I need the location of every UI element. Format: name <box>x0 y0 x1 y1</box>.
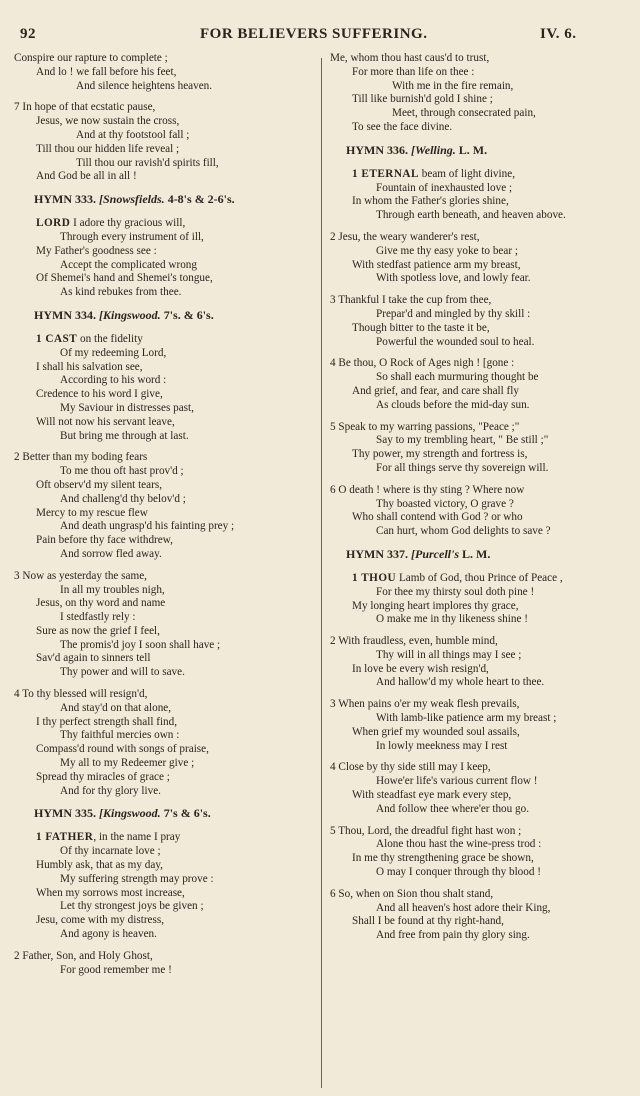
hymn-tune: [Kingswood. <box>99 806 161 821</box>
verse-line: Credence to his word I give, <box>36 388 163 401</box>
verse-line: So shall each murmuring thought be <box>376 371 539 384</box>
stanza <box>14 451 322 561</box>
verse-line: 7 In hope of that ecstatic pause, <box>14 101 156 114</box>
verse-text: I adore thy gracious will, <box>70 217 186 230</box>
verse-line: 3 Now as yesterday the same, <box>14 569 147 582</box>
verse-line: Conspire our rapture to complete ; <box>14 52 168 64</box>
stanza <box>330 357 630 412</box>
verse-line: And all heaven's host adore their King, <box>376 901 551 914</box>
verse-line: With spotless love, and lowly fear. <box>376 272 531 285</box>
hymn-meter: 7's. & 6's. <box>163 307 214 322</box>
verse-line: Through earth beneath, and heaven above. <box>376 209 566 222</box>
verse-text: , in the name I pray <box>93 831 181 844</box>
verse-line: O make me in thy likeness shine ! <box>376 613 528 626</box>
hymn-tune: [Snowsfields. <box>99 192 165 207</box>
verse-line: In whom the Father's glories shine, <box>352 195 509 208</box>
hymn-number: HYMN 337. <box>346 546 408 561</box>
verse-line: Thy faithful mercies own : <box>60 729 180 742</box>
stanza <box>330 888 630 943</box>
verse-line: When my sorrows most increase, <box>36 886 185 899</box>
verse-line: 6 So, when on Sion thou shalt stand, <box>330 887 494 900</box>
verse-line: With me in the fire remain, <box>392 79 514 92</box>
verse-line: To see the face divine. <box>352 120 453 133</box>
right-column <box>330 52 630 951</box>
verse-line: But bring me through at last. <box>60 429 189 442</box>
stanza <box>14 570 322 680</box>
stanza <box>330 294 630 349</box>
verse-line: 2 Jesu, the weary wanderer's rest, <box>330 230 480 243</box>
verse-line: Sav'd again to sinners tell <box>36 652 151 665</box>
verse-line: To me thou oft hast prov'd ; <box>60 465 184 478</box>
stanza <box>330 421 630 476</box>
verse-line: According to his word : <box>60 374 167 387</box>
verse-line: Till thou our ravish'd spirits fill, <box>76 156 219 169</box>
verse-line: Through every instrument of ill, <box>60 230 204 243</box>
verse-line: With stedfast patience arm my breast, <box>352 258 521 271</box>
hymn-tune: [Welling. <box>411 142 456 157</box>
verse-line: And silence heightens heaven. <box>76 79 213 92</box>
verse-line: Pain before thy face withdrew, <box>36 534 173 547</box>
verse-line: Meet, through consecrated pain, <box>392 107 536 120</box>
stanza-first-word: 1 FATHER <box>36 831 94 844</box>
verse-line: 3 Thankful I take the cup from thee, <box>330 294 492 307</box>
verse-line: Jesus, we now sustain the cross, <box>36 115 180 128</box>
stanza-first-word: 1 CAST <box>36 332 78 345</box>
verse-line: Thy power and will to save. <box>60 666 185 679</box>
stanza <box>330 484 630 539</box>
verse-line: And agony is heaven. <box>60 928 157 941</box>
hymn-meter: 4-8's & 2-6's. <box>167 192 235 207</box>
verse-line: For all things serve thy sovereign will. <box>376 461 549 474</box>
hymn-heading <box>14 806 322 821</box>
verse-line: And grief, and fear, and care shall fly <box>352 384 519 397</box>
verse-line: 5 Thou, Lord, the dreadful fight hast won ; <box>330 824 522 837</box>
verse-text: beam of light divine, <box>418 167 515 180</box>
verse-line: I stedfastly rely : <box>60 611 136 624</box>
stanza <box>330 572 630 627</box>
hymn-heading <box>14 192 322 207</box>
verse-line: 3 When pains o'er my weak flesh prevails, <box>330 698 520 711</box>
verse-line: Say to my trembling heart, " Be still ;" <box>376 434 549 447</box>
verse-line: And sorrow fled away. <box>60 547 162 560</box>
hymn-meter: 7's & 6's. <box>163 806 211 821</box>
verse-line: Will not now his servant leave, <box>36 415 175 428</box>
verse-line: 4 Be thou, O Rock of Ages nigh ! [gone : <box>330 357 515 370</box>
verse-line: Though bitter to the taste it be, <box>352 321 490 334</box>
stanza <box>14 950 322 978</box>
stanza <box>330 635 630 690</box>
verse-line: In all my troubles nigh, <box>60 583 165 596</box>
verse-text: Lamb of God, thou Prince of Peace , <box>396 571 563 584</box>
verse-line: My suffering strength may prove : <box>60 872 214 885</box>
hymn-tune: [Purcell's <box>411 546 459 561</box>
verse-line: 5 Speak to my warring passions, "Peace ;" <box>330 420 520 433</box>
stanza-first-word: 1 ETERNAL <box>352 167 419 180</box>
verse-line: 4 Close by thy side still may I keep, <box>330 761 491 774</box>
stanza <box>330 698 630 753</box>
stanza <box>14 52 322 93</box>
verse-line: For good remember me ! <box>60 963 172 976</box>
verse-line: Thy will in all things may I see ; <box>376 648 522 661</box>
left-column <box>14 52 322 985</box>
verse-line: As kind rebukes from thee. <box>60 286 182 299</box>
verse-line: And challeng'd thy belov'd ; <box>60 492 186 505</box>
verse-line: My longing heart implores thy grace, <box>352 599 519 612</box>
verse-line <box>330 168 630 182</box>
verse-line: With steadfast eye mark every step, <box>352 789 512 802</box>
verse-line: I shall his salvation see, <box>36 360 143 373</box>
verse-line: In lowly meekness may I rest <box>376 739 508 752</box>
verse-line: Spread thy miracles of grace ; <box>36 770 170 783</box>
verse-line <box>14 333 322 347</box>
stanza <box>330 168 630 223</box>
page-number: 92 <box>20 26 36 42</box>
stanza <box>14 831 322 941</box>
verse-line: Compass'd round with songs of praise, <box>36 743 209 756</box>
verse-line: As clouds before the mid-day sun. <box>376 398 530 411</box>
stanza <box>14 101 322 184</box>
verse-line: Of thy incarnate love ; <box>60 845 161 858</box>
verse-line: And death ungrasp'd his fainting prey ; <box>60 520 235 533</box>
verse-line: Shall I be found at thy right-hand, <box>352 915 504 928</box>
running-header <box>0 26 640 48</box>
hymn-meter: L. M. <box>458 142 488 157</box>
verse-line: 2 Better than my boding fears <box>14 451 148 464</box>
verse-line: Can hurt, whom God delights to save ? <box>376 525 551 538</box>
hymn-number: HYMN 334. <box>34 307 96 322</box>
verse-line: And God be all in all ! <box>36 170 137 183</box>
stanza <box>14 217 322 300</box>
verse-line: In me thy strengthening grace be shown, <box>352 852 534 865</box>
verse-line: Prepar'd and mingled by thy skill : <box>376 307 531 320</box>
verse-line: Accept the complicated wrong <box>60 258 197 271</box>
stanza-first-word: LORD <box>36 217 71 230</box>
verse-line: And hallow'd my whole heart to thee. <box>376 676 545 689</box>
verse-line: In love be every wish resign'd, <box>352 662 489 675</box>
verse-line: Of Shemei's hand and Shemei's tongue, <box>36 272 213 285</box>
verse-line: The promis'd joy I soon shall have ; <box>60 638 221 651</box>
verse-line: Fountain of inexhausted love ; <box>376 181 513 194</box>
verse-line: When grief my wounded soul assails, <box>352 725 520 738</box>
verse-line: Till like burnish'd gold I shine ; <box>352 93 493 106</box>
hymn-tune: [Kingswood. <box>99 307 161 322</box>
verse-line: My all to my Redeemer give ; <box>60 757 195 770</box>
verse-line: And at thy footstool fall ; <box>76 128 190 141</box>
hymn-heading <box>330 547 630 562</box>
verse-line: 4 To thy blessed will resign'd, <box>14 688 148 701</box>
verse-line: Howe'er life's various current flow ! <box>376 775 538 788</box>
verse-line: O may I conquer through thy blood ! <box>376 866 541 879</box>
verse-line: And free from pain thy glory sing. <box>376 929 530 942</box>
section-number: IV. 6. <box>540 26 577 42</box>
verse-line: Jesu, come with my distress, <box>36 914 165 927</box>
verse-line: And follow thee where'er thou go. <box>376 802 530 815</box>
verse-line: Till thou our hidden life reveal ; <box>36 142 180 155</box>
stanza <box>330 825 630 880</box>
verse-line: My Father's goodness see : <box>36 244 157 257</box>
verse-line: Jesus, on thy word and name <box>36 597 166 610</box>
hymn-number: HYMN 335. <box>34 806 96 821</box>
verse-line: And lo ! we fall before his feet, <box>36 65 177 78</box>
verse-line: Humbly ask, that as my day, <box>36 859 163 872</box>
hymn-number: HYMN 333. <box>34 192 96 207</box>
verse-line: 6 O death ! where is thy sting ? Where now <box>330 483 525 496</box>
verse-line <box>330 572 630 586</box>
verse-line: Me, whom thou hast caus'd to trust, <box>330 52 490 64</box>
verse-line: I thy perfect strength shall find, <box>36 715 178 728</box>
verse-line: 2 With fraudless, even, humble mind, <box>330 635 498 648</box>
verse-line: My Saviour in distresses past, <box>60 401 194 414</box>
stanza <box>330 761 630 816</box>
verse-line: Alone thou hast the wine-press trod : <box>376 838 542 851</box>
verse-line: Thy power, my strength and fortress is, <box>352 448 528 461</box>
hymn-heading <box>330 143 630 158</box>
stanza <box>14 333 322 443</box>
hymn-heading <box>14 308 322 323</box>
hymn-number: HYMN 336. <box>346 142 408 157</box>
stanza-first-word: 1 THOU <box>352 571 397 584</box>
verse-line: Thy boasted victory, O grave ? <box>376 497 514 510</box>
verse-line: Let thy strongest joys be given ; <box>60 900 204 913</box>
verse-line <box>14 831 322 845</box>
verse-line: Mercy to my rescue flew <box>36 506 148 519</box>
verse-line: And stay'd on that alone, <box>60 701 172 714</box>
stanza <box>330 52 630 135</box>
verse-line: Who shall contend with God ? or who <box>352 511 523 524</box>
verse-line: Oft observ'd my silent tears, <box>36 478 162 491</box>
hymn-meter: L. M. <box>462 546 491 561</box>
stanza <box>14 688 322 798</box>
verse-line: Of my redeeming Lord, <box>60 346 167 359</box>
page-title: FOR BELIEVERS SUFFERING. <box>200 26 428 42</box>
verse-line: Give me thy easy yoke to bear ; <box>376 244 518 257</box>
verse-line: 2 Father, Son, and Holy Ghost, <box>14 949 153 962</box>
verse-line: And for thy glory live. <box>60 784 161 797</box>
verse-line: For thee my thirsty soul doth pine ! <box>376 585 535 598</box>
verse-line: With lamb-like patience arm my breast ; <box>376 712 557 725</box>
verse-line <box>14 217 322 231</box>
verse-text: on the fidelity <box>77 332 143 345</box>
verse-line: Powerful the wounded soul to heal. <box>376 335 535 348</box>
verse-line: For more than life on thee : <box>352 65 475 78</box>
stanza <box>330 231 630 286</box>
verse-line: Sure as now the grief I feel, <box>36 624 160 637</box>
